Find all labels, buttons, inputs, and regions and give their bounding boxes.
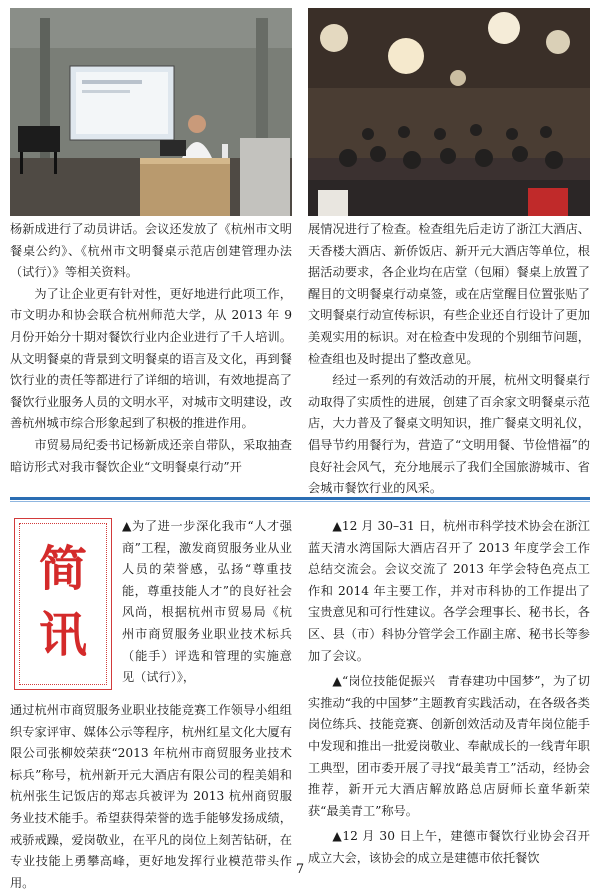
lecture-photo [10,8,292,216]
article-column-right [308,219,590,500]
brief-news-heading [14,518,112,690]
news-item: ▲12 月 30–31 日，杭州市科学技术协会在浙江蓝天清水湾国际大酒店召开了 2013 年度学会工作总结交流会。会议交流了 2013 年学会特色亮点工作和 2014 年主要工作，并对市科协的工作提出了宝贵意见和可行性建议。各学会理事长、秘书长，各区、县（市）科协分管学会工作副主席、秘书长等参加了会议。 [308,519,590,663]
section-divider [10,497,590,500]
article-column-left [10,219,292,478]
news-item: ▲12 月 30 日上午，建德市餐饮行业协会召开成立大会，该协会的成立是建德市依托餐饮 [308,829,590,865]
news-item-intro: ▲为了进一步深化我市“人才强商”工程，激发商贸服务业从业人员的荣誉感，弘扬“尊重技能，尊重技能人才”的良好社会风尚，根据杭州市贸易局《杭州市商贸服务业职业技术标兵（能手）评选和管理的实施意见（试行）》， [122,519,292,685]
paragraph: 为了让企业更有针对性，更好地进行此项工作，市文明办和协会联合杭州师范大学，从 2013 年 9 月份开始分十期对餐饮行业内企业进行了千人培训。从文明餐桌的背景到文明餐桌的语言及文化，再到餐饮行业的责任等都进行了详细的培训，有效地提高了餐饮行业服务人员的文明水平，对城市文明建设，改善杭州城市综合形象起到了积极的推进作用。 [10,286,292,431]
page-number: 7 [295,862,305,877]
paragraph: 市贸易局纪委书记杨新成还亲自带队，采取抽查暗访形式对我市餐饮企业“文明餐桌行动”开 [10,437,292,474]
paragraph: 经过一系列的有效活动的开展，杭州文明餐桌行动取得了实质性的进展，创建了百余家文明餐桌示范店，大力普及了餐桌文明知识，推广餐桌文明礼仪，倡导节约用餐行为，营造了“文明用餐、节俭惜福”的良好社会风气，充分地展示了我们全国旅游城市、省会城市餐饮行业的风采。 [308,373,590,496]
section-divider-thin [10,501,590,502]
brief-char-jian: 简 [38,541,87,597]
news-column-right [308,516,590,870]
paragraph: 杨新成进行了动员讲话。会议还发放了《杭州市文明餐桌公约》、《杭州市文明餐桌示范店创建管理办法（试行）》等相关资料。 [10,222,292,280]
news-item: ▲“岗位技能促振兴 青春建功中国梦”，为了切实推动“我的中国梦”主题教育实践活动，在各级各类岗位练兵、技能竞赛、创新创效活动及青年岗位能手中发现和推出一批爱岗敬业、奉献成长的一线青年职工典型，团市委开展了寻找“最美青工”活动，经协会推荐，新开元大酒店解放路总店厨师长童华新荣获“最美青工”称号。 [308,674,590,818]
paragraph: 展情况进行了检查。检查组先后走访了浙江大酒店、天香楼大酒店、新侨饭店、新开元大酒店等单位，根据活动要求，各企业均在店堂（包厢）餐桌上放置了醒目的文明餐桌行动桌签，或在店堂醒目位置张贴了文明餐桌行动宣传标识，有些企业还自行设计了更加美观实用的标识。对在检查中发现的个别细节问题，检查组也及时提出了整改意见。 [308,222,590,366]
audience-photo [308,8,590,216]
banquet-hall-audience-photo-icon [308,8,590,216]
meeting-room-lecture-photo-icon [10,8,292,216]
news-item-body: 通过杭州市商贸服务业职业技能竞赛工作领导小组组织专家评审、媒体公示等程序，杭州红星文化大厦有限公司张柳姣荣获“2013 年杭州市商贸服务业技术标兵”称号，杭州新开元大酒店有限公司的程美娟和杭州张生记饭店的郑志兵被评为 2013 杭州商贸服务业技术能手。希望获得荣誉的选手能够发扬成绩，戒骄戒躁，爱岗敬业，在平凡的岗位上刻苦钻研，在专业技能上勇攀高峰，更好地发挥行业模范带头作用。 [10,703,292,890]
brief-char-xun: 讯 [38,607,87,663]
